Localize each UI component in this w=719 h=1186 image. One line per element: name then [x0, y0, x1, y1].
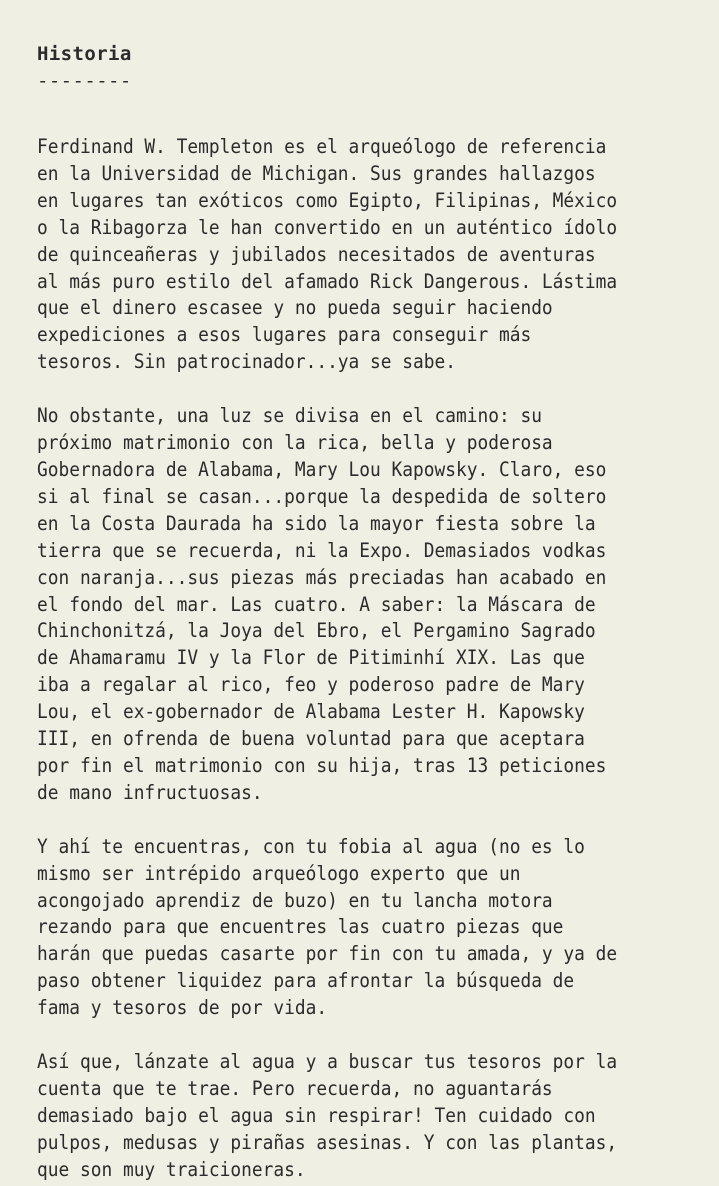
text-line: pulpos, medusas y pirañas asesinas. Y con las plantas,: [37, 1130, 618, 1154]
text-line: en la Universidad de Michigan. Sus grandes hallazgos: [37, 161, 596, 185]
text-line: por fin el matrimonio con su hija, tras 13 peticiones: [37, 753, 607, 777]
text-line: Lou, el ex-gobernador de Alabama Lester H. Kapowsky: [37, 700, 585, 724]
text-line: si al final se casan...porque la despedida de soltero: [37, 484, 607, 508]
text-line: Y ahí te encuentras, con tu fobia al agua (no es lo: [37, 834, 585, 858]
text-line: de Ahamaramu IV y la Flor de Pitiminhí XIX. Las que: [37, 646, 585, 670]
text-line: de quinceañeras y jubilados necesitados de aventuras: [37, 242, 596, 266]
story-paragraph: [37, 134, 695, 376]
text-line: expediciones a esos lugares para conseguir más: [37, 323, 532, 347]
text-line: que el dinero escasee y no pueda seguir haciendo: [37, 296, 553, 320]
text-line: que son muy traicioneras.: [37, 1157, 306, 1181]
text-line: Gobernadora de Alabama, Mary Lou Kapowsky. Claro, eso: [37, 457, 607, 481]
text-line: de mano infructuosas.: [37, 780, 263, 804]
text-line: Ferdinand W. Templeton es el arqueólogo de referencia: [37, 135, 607, 158]
text-line: o la Ribagorza le han convertido en un auténtico ídolo: [37, 215, 618, 239]
story-paragraph: [37, 1049, 695, 1184]
story-paragraph: [37, 834, 695, 1022]
text-line: Chinchonitzá, la Joya del Ebro, el Pergamino Sagrado: [37, 619, 596, 643]
text-line: fama y tesoros de por vida.: [37, 996, 328, 1020]
text-line: No obstante, una luz se divisa en el camino: su: [37, 404, 542, 428]
section-title-underline: --------: [37, 70, 132, 92]
text-line: rezando para que encuentres las cuatro piezas que: [37, 915, 564, 939]
text-line: acongojado aprendiz de buzo) en tu lancha motora: [37, 888, 553, 912]
story-body: [37, 134, 695, 1184]
story-paragraph: [37, 403, 695, 807]
text-line: cuenta que te trae. Pero recuerda, no aguantarás: [37, 1077, 553, 1100]
text-line: demasiado bajo el agua sin respirar! Ten cuidado con: [37, 1103, 596, 1127]
text-line: paso obtener liquidez para afrontar la búsqueda de: [37, 969, 575, 993]
text-line: mismo ser intrépido arqueólogo experto que un: [37, 861, 521, 885]
text-line: en lugares tan exóticos como Egipto, Filipinas, México: [37, 188, 618, 212]
text-line: en la Costa Daurada ha sido la mayor fiesta sobre la: [37, 511, 596, 535]
text-line: III, en ofrenda de buena voluntad para que aceptara: [37, 727, 585, 751]
section-title: Historia: [37, 43, 132, 65]
text-line: Así que, lánzate al agua y a buscar tus tesoros por la: [37, 1050, 618, 1074]
text-line: al más puro estilo del afamado Rick Dangerous. Lástima: [37, 269, 618, 293]
text-line: iba a regalar al rico, feo y poderoso padre de Mary: [37, 673, 585, 697]
text-line: tesoros. Sin patrocinador...ya se sabe.: [37, 350, 456, 374]
text-line: tierra que se recuerda, ni la Expo. Demasiados vodkas: [37, 538, 607, 562]
text-line: el fondo del mar. Las cuatro. A saber: la Máscara de: [37, 592, 596, 616]
text-line: próximo matrimonio con la rica, bella y poderosa: [37, 431, 553, 455]
text-line: harán que puedas casarte por fin con tu amada, y ya de: [37, 942, 618, 966]
text-line: con naranja...sus piezas más preciadas han acabado en: [37, 565, 607, 589]
